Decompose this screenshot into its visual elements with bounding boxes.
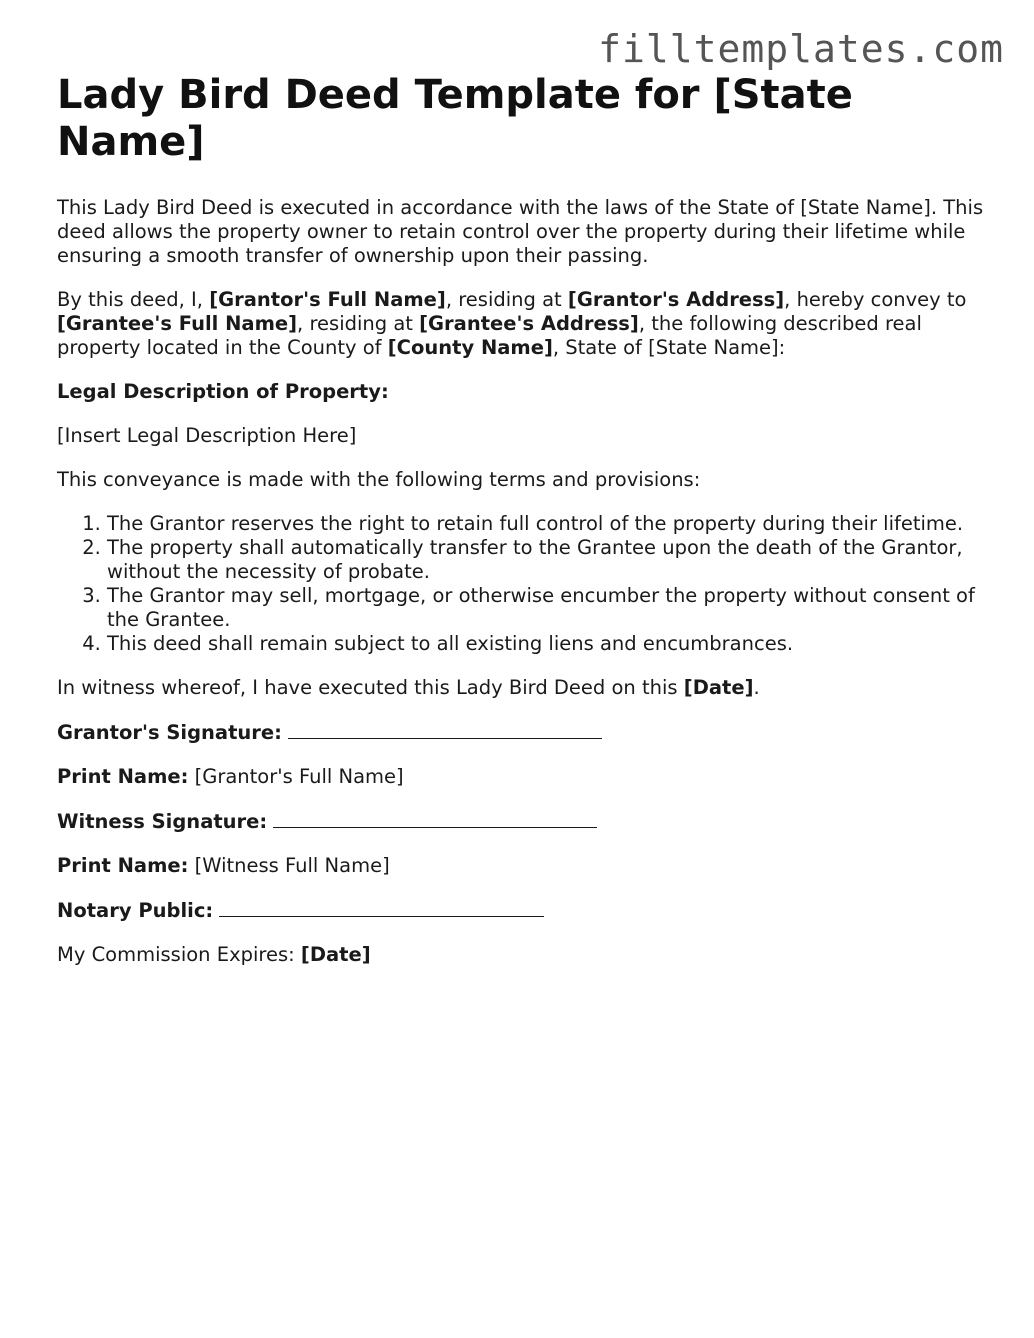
- print-name-label: Print Name:: [57, 765, 189, 788]
- witness-paragraph: [57, 676, 987, 700]
- commission-label: My Commission Expires:: [57, 943, 301, 966]
- conveyance-paragraph: [57, 288, 987, 360]
- notary-signature-line[interactable]: [219, 898, 544, 917]
- witness-signature-row: [57, 809, 987, 834]
- witness-print-name-value: [Witness Full Name]: [188, 854, 390, 877]
- terms-intro: This conveyance is made with the following terms and provisions:: [57, 468, 701, 491]
- document-title: Lady Bird Deed Template for [State Name]: [57, 72, 853, 165]
- notary-row: [57, 898, 987, 923]
- grantor-address-placeholder: [Grantor's Address]: [567, 288, 785, 311]
- legal-description-heading: Legal Description of Property:: [57, 380, 389, 403]
- conveyance-text: , State of [State Name]:: [552, 336, 786, 359]
- county-placeholder: [County Name]: [387, 336, 553, 359]
- grantor-signature-label: Grantor's Signature:: [57, 721, 282, 744]
- terms-list: [57, 512, 987, 656]
- notary-label: Notary Public:: [57, 899, 214, 922]
- list-item: 4. This deed shall remain subject to all existing liens and encumbrances.: [107, 632, 987, 656]
- witness-date-placeholder: [Date]: [683, 676, 754, 699]
- conveyance-text: , hereby convey to: [784, 288, 967, 311]
- grantor-name-placeholder: [Grantor's Full Name]: [209, 288, 446, 311]
- document-page: [57, 72, 987, 987]
- list-item: 3. The Grantor may sell, mortgage, or otherwise encumber the property without consent of the Grantee.: [107, 584, 987, 632]
- list-item: 2. The property shall automatically transfer to the Grantee upon the death of the Grantor, without the necessity of probate.: [107, 536, 987, 584]
- witness-signature-label: Witness Signature:: [57, 810, 268, 833]
- grantee-address-placeholder: [Grantee's Address]: [419, 312, 639, 335]
- list-item: 1. The Grantor reserves the right to retain full control of the property during their lifetime.: [107, 512, 987, 536]
- legal-description-placeholder: [Insert Legal Description Here]: [57, 424, 357, 447]
- witness-signature-line[interactable]: [273, 809, 597, 828]
- grantor-print-name-value: [Grantor's Full Name]: [188, 765, 404, 788]
- conveyance-text: , residing at: [445, 288, 568, 311]
- grantor-signature-row: [57, 720, 987, 745]
- conveyance-text: By this deed, I,: [57, 288, 210, 311]
- commission-date-placeholder: [Date]: [300, 943, 371, 966]
- conveyance-text: , residing at: [297, 312, 420, 335]
- grantor-print-name-row: [57, 765, 987, 789]
- witness-text: In witness whereof, I have executed this Lady Bird Deed on this: [57, 676, 684, 699]
- conveyance-text: , the following described real property located in the County of: [57, 312, 922, 359]
- grantee-name-placeholder: [Grantee's Full Name]: [57, 312, 298, 335]
- watermark: filltemplates.com: [598, 27, 1004, 71]
- intro-paragraph: This Lady Bird Deed is executed in accordance with the laws of the State of [State Name]. This deed allows the property owner to retain control over the property during their lifetime while ensuring a smooth transfer of ownership upon their passing.: [57, 196, 984, 267]
- grantor-signature-line[interactable]: [288, 720, 602, 739]
- commission-row: [57, 943, 987, 967]
- witness-end: .: [753, 676, 760, 699]
- witness-print-name-row: [57, 854, 987, 878]
- print-name-label: Print Name:: [57, 854, 189, 877]
